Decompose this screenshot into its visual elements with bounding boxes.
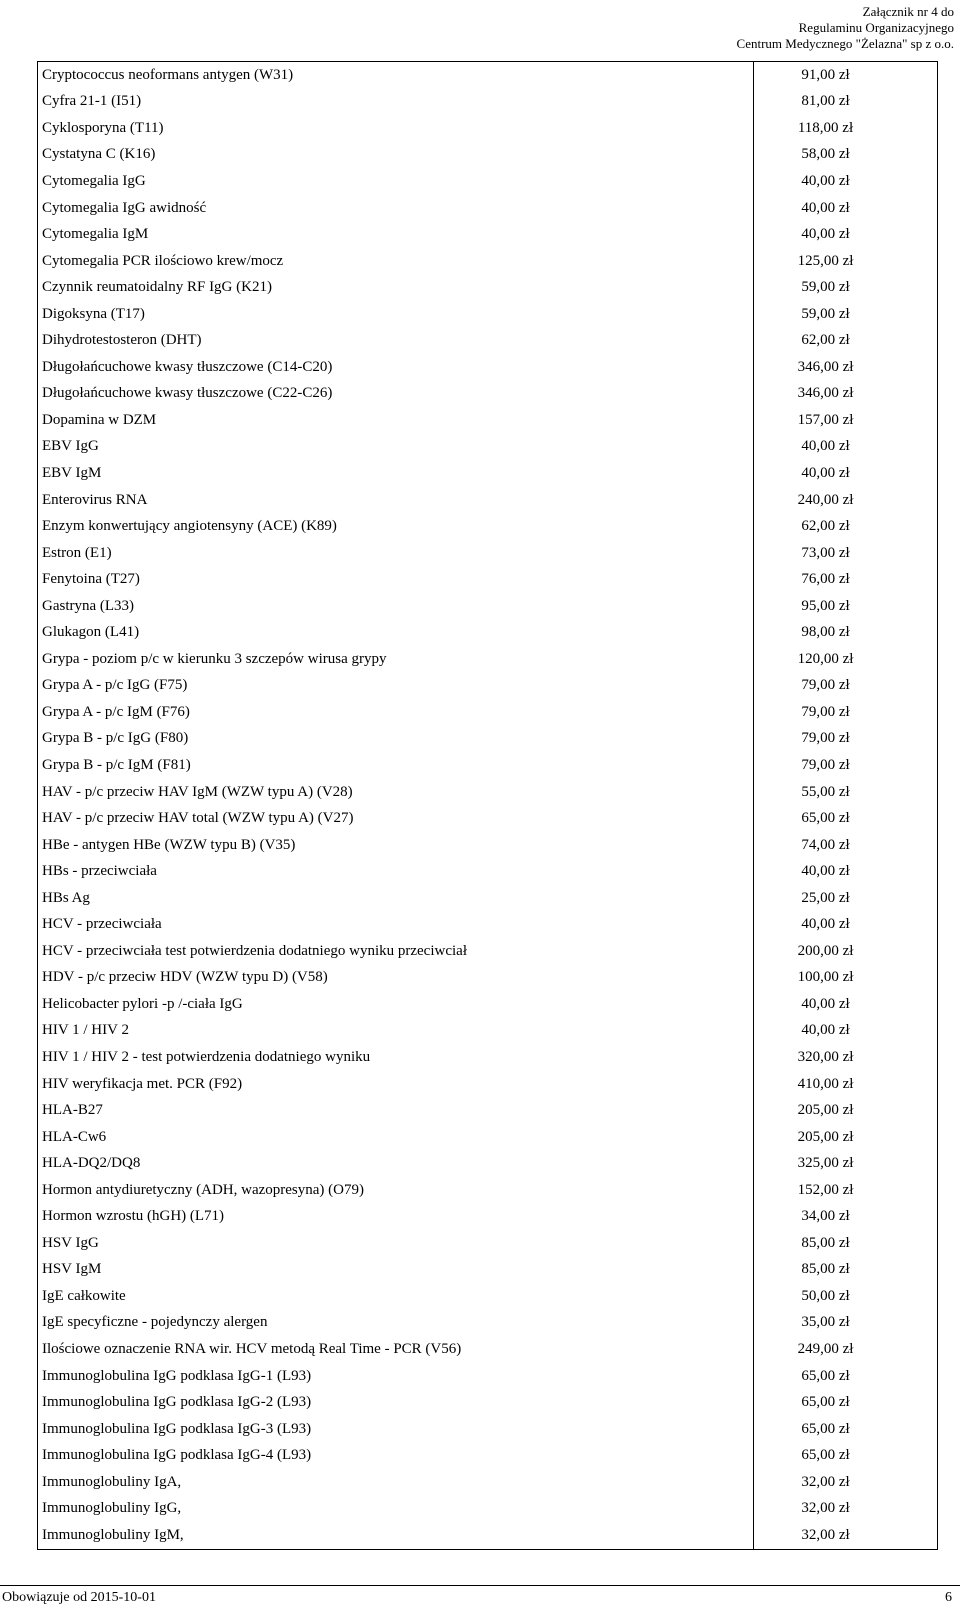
- test-price: 32,00 zł: [801, 1473, 850, 1490]
- table-row: [38, 354, 937, 381]
- test-price: 73,00 zł: [801, 544, 850, 561]
- table-row: [38, 221, 937, 248]
- test-price: 25,00 zł: [801, 889, 850, 906]
- test-price: 55,00 zł: [801, 783, 850, 800]
- test-name: Ilościowe oznaczenie RNA wir. HCV metodą Real Time - PCR (V56): [38, 1336, 754, 1363]
- footer-divider: [0, 1585, 960, 1586]
- test-name: Grypa A - p/c IgM (F76): [38, 699, 754, 726]
- test-name: Hormon wzrostu (hGH) (L71): [38, 1204, 754, 1231]
- test-price: 32,00 zł: [801, 1526, 850, 1543]
- test-name: EBV IgG: [38, 434, 754, 461]
- test-name: Gastryna (L33): [38, 593, 754, 620]
- test-price: 62,00 zł: [801, 332, 850, 349]
- test-name: Cyfra 21-1 (I51): [38, 89, 754, 116]
- test-price: 79,00 zł: [801, 730, 850, 747]
- table-row: [38, 1363, 937, 1390]
- effective-date: Obowiązuje od 2015-10-01: [2, 1590, 156, 1605]
- test-name: HIV 1 / HIV 2: [38, 1018, 754, 1045]
- table-row: [38, 274, 937, 301]
- table-row: [38, 168, 937, 195]
- table-row: [38, 142, 937, 169]
- test-name: Enterovirus RNA: [38, 487, 754, 514]
- test-name: HCV - przeciwciała test potwierdzenia dodatniego wyniku przeciwciał: [38, 938, 754, 965]
- test-price: 40,00 zł: [801, 995, 850, 1012]
- test-name: Czynnik reumatoidalny RF IgG (K21): [38, 274, 754, 301]
- table-row: [38, 1018, 937, 1045]
- test-price: 50,00 zł: [801, 1287, 850, 1304]
- test-name: HCV - przeciwciała: [38, 912, 754, 939]
- test-price: 98,00 zł: [801, 624, 850, 641]
- test-name: Grypa - poziom p/c w kierunku 3 szczepów wirusa grypy: [38, 646, 754, 673]
- test-price: 40,00 zł: [801, 172, 850, 189]
- table-row: [38, 1416, 937, 1443]
- test-name: Estron (E1): [38, 540, 754, 567]
- test-price: 65,00 zł: [801, 1420, 850, 1437]
- test-price: 65,00 zł: [801, 1447, 850, 1464]
- test-price: 410,00 zł: [797, 1075, 854, 1092]
- test-name: HAV - p/c przeciw HAV total (WZW typu A) (V27): [38, 805, 754, 832]
- test-price: 249,00 zł: [797, 1341, 854, 1358]
- table-row: [38, 115, 937, 142]
- test-price: 40,00 zł: [801, 863, 850, 880]
- test-name: Helicobacter pylori -p /-ciała IgG: [38, 991, 754, 1018]
- table-row: [38, 381, 937, 408]
- test-name: HIV 1 / HIV 2 - test potwierdzenia dodatniego wyniku: [38, 1044, 754, 1071]
- test-name: Długołańcuchowe kwasy tłuszczowe (C22-C26): [38, 381, 754, 408]
- test-price: 58,00 zł: [801, 146, 850, 163]
- test-price: 59,00 zł: [801, 279, 850, 296]
- test-name: Dopamina w DZM: [38, 407, 754, 434]
- test-price: 40,00 zł: [801, 464, 850, 481]
- test-price: 65,00 zł: [801, 1394, 850, 1411]
- table-row: [38, 1442, 937, 1469]
- table-row: [38, 991, 937, 1018]
- test-name: Cytomegalia IgG: [38, 168, 754, 195]
- test-price: 62,00 zł: [801, 518, 850, 535]
- test-name: HBe - antygen HBe (WZW typu B) (V35): [38, 832, 754, 859]
- table-row: [38, 912, 937, 939]
- test-name: Immunoglobulina IgG podklasa IgG-3 (L93): [38, 1416, 754, 1443]
- test-price: 79,00 zł: [801, 677, 850, 694]
- test-name: HIV weryfikacja met. PCR (F92): [38, 1071, 754, 1098]
- test-price: 35,00 zł: [801, 1314, 850, 1331]
- table-row: [38, 1496, 937, 1523]
- table-row: [38, 1097, 937, 1124]
- test-price: 205,00 zł: [797, 1128, 854, 1145]
- test-price: 95,00 zł: [801, 597, 850, 614]
- test-price: 32,00 zł: [801, 1500, 850, 1517]
- test-price: 79,00 zł: [801, 756, 850, 773]
- table-row: [38, 752, 937, 779]
- test-price: 40,00 zł: [801, 916, 850, 933]
- test-name: Immunoglobulina IgG podklasa IgG-2 (L93): [38, 1389, 754, 1416]
- table-row: [38, 965, 937, 992]
- table-row: [38, 1389, 937, 1416]
- test-price: 100,00 zł: [797, 969, 854, 986]
- table-row: [38, 89, 937, 116]
- test-name: HDV - p/c przeciw HDV (WZW typu D) (V58): [38, 965, 754, 992]
- test-name: HAV - p/c przeciw HAV IgM (WZW typu A) (V28): [38, 779, 754, 806]
- table-row: [38, 832, 937, 859]
- test-name: Immunoglobulina IgG podklasa IgG-1 (L93): [38, 1363, 754, 1390]
- header-line-1: Załącznik nr 4 do: [862, 4, 954, 19]
- test-name: Cystatyna C (K16): [38, 142, 754, 169]
- table-row: [38, 513, 937, 540]
- test-name: Dihydrotestosteron (DHT): [38, 327, 754, 354]
- test-name: Glukagon (L41): [38, 619, 754, 646]
- table-row: [38, 1469, 937, 1496]
- test-name: Grypa B - p/c IgM (F81): [38, 752, 754, 779]
- test-price: 205,00 zł: [797, 1102, 854, 1119]
- test-name: Grypa A - p/c IgG (F75): [38, 673, 754, 700]
- test-price: 118,00 zł: [797, 119, 854, 136]
- table-row: [38, 619, 937, 646]
- test-price: 152,00 zł: [797, 1181, 854, 1198]
- test-price: 59,00 zł: [801, 305, 850, 322]
- test-price: 240,00 zł: [797, 491, 854, 508]
- table-row: [38, 1283, 937, 1310]
- test-price: 346,00 zł: [797, 358, 854, 375]
- test-name: Cytomegalia PCR ilościowo krew/mocz: [38, 248, 754, 275]
- test-name: Fenytoina (T27): [38, 566, 754, 593]
- test-name: Immunoglobuliny IgM,: [38, 1522, 754, 1549]
- table-row: [38, 646, 937, 673]
- table-row: [38, 1124, 937, 1151]
- test-price: 34,00 zł: [801, 1208, 850, 1225]
- test-name: Immunoglobulina IgG podklasa IgG-4 (L93): [38, 1442, 754, 1469]
- table-row: [38, 779, 937, 806]
- table-row: [38, 1522, 937, 1549]
- table-row: [38, 540, 937, 567]
- test-name: Immunoglobuliny IgG,: [38, 1496, 754, 1523]
- document-header: [634, 4, 954, 52]
- header-line-2: Regulaminu Organizacyjnego: [798, 20, 954, 35]
- table-row: [38, 434, 937, 461]
- table-row: [38, 726, 937, 753]
- table-row: [38, 593, 937, 620]
- test-price: 40,00 zł: [801, 438, 850, 455]
- table-row: [38, 885, 937, 912]
- test-price: 85,00 zł: [801, 1261, 850, 1278]
- test-price: 40,00 zł: [801, 199, 850, 216]
- table-row: [38, 407, 937, 434]
- price-list-table: [37, 61, 938, 1550]
- test-price: 40,00 zł: [801, 1022, 850, 1039]
- test-price: 157,00 zł: [797, 411, 854, 428]
- page-number: 6: [945, 1590, 952, 1605]
- test-price: 320,00 zł: [797, 1049, 854, 1065]
- test-name: EBV IgM: [38, 460, 754, 487]
- test-price: 346,00 zł: [797, 385, 854, 402]
- table-row: [38, 1071, 937, 1098]
- test-name: IgE całkowite: [38, 1283, 754, 1310]
- test-name: Cytomegalia IgM: [38, 221, 754, 248]
- test-name: Cryptococcus neoformans antygen (W31): [38, 62, 754, 89]
- test-name: HLA-Cw6: [38, 1124, 754, 1151]
- table-row: [38, 566, 937, 593]
- table-row: [38, 1310, 937, 1337]
- table-row: [38, 460, 937, 487]
- test-name: Enzym konwertujący angiotensyny (ACE) (K89): [38, 513, 754, 540]
- table-row: [38, 1177, 937, 1204]
- test-name: HBs - przeciwciała: [38, 858, 754, 885]
- test-price: 79,00 zł: [801, 703, 850, 720]
- table-row: [38, 1336, 937, 1363]
- table-row: [38, 487, 937, 514]
- table-row: [38, 1150, 937, 1177]
- table-row: [38, 195, 937, 222]
- table-row: [38, 1044, 937, 1071]
- table-row: [38, 673, 937, 700]
- test-name: HLA-DQ2/DQ8: [38, 1150, 754, 1177]
- test-price: 76,00 zł: [801, 571, 850, 588]
- test-name: HSV IgM: [38, 1257, 754, 1284]
- test-name: HBs Ag: [38, 885, 754, 912]
- test-name: Cyklosporyna (T11): [38, 115, 754, 142]
- test-price: 91,00 zł: [801, 66, 850, 83]
- test-name: Cytomegalia IgG awidność: [38, 195, 754, 222]
- table-row: [38, 699, 937, 726]
- test-price: 74,00 zł: [801, 836, 850, 853]
- table-row: [38, 1257, 937, 1284]
- table-row: [38, 62, 937, 89]
- table-row: [38, 1230, 937, 1257]
- table-row: [38, 248, 937, 275]
- test-price: 81,00 zł: [801, 93, 850, 110]
- test-name: HSV IgG: [38, 1230, 754, 1257]
- table-row: [38, 1204, 937, 1231]
- header-line-3: Centrum Medycznego "Żelazna" sp z o.o.: [736, 36, 954, 51]
- test-name: Immunoglobuliny IgA,: [38, 1469, 754, 1496]
- test-name: Hormon antydiuretyczny (ADH, wazopresyna) (O79): [38, 1177, 754, 1204]
- test-price: 200,00 zł: [797, 942, 854, 959]
- test-name: HLA-B27: [38, 1097, 754, 1124]
- test-price: 40,00 zł: [801, 226, 850, 243]
- test-name: Digoksyna (T17): [38, 301, 754, 328]
- test-price: 125,00 zł: [797, 252, 854, 269]
- test-name: IgE specyficzne - pojedynczy alergen: [38, 1310, 754, 1337]
- table-row: [38, 805, 937, 832]
- table-row: [38, 301, 937, 328]
- test-name: Długołańcuchowe kwasy tłuszczowe (C14-C20): [38, 354, 754, 381]
- test-price: 65,00 zł: [801, 810, 850, 827]
- test-price: 65,00 zł: [801, 1367, 850, 1384]
- test-name: Grypa B - p/c IgG (F80): [38, 726, 754, 753]
- table-row: [38, 938, 937, 965]
- table-row: [38, 327, 937, 354]
- table-row: [38, 858, 937, 885]
- test-price: 85,00 zł: [801, 1234, 850, 1251]
- test-price: 325,00 zł: [797, 1155, 854, 1172]
- test-price: 120,00 zł: [797, 650, 854, 667]
